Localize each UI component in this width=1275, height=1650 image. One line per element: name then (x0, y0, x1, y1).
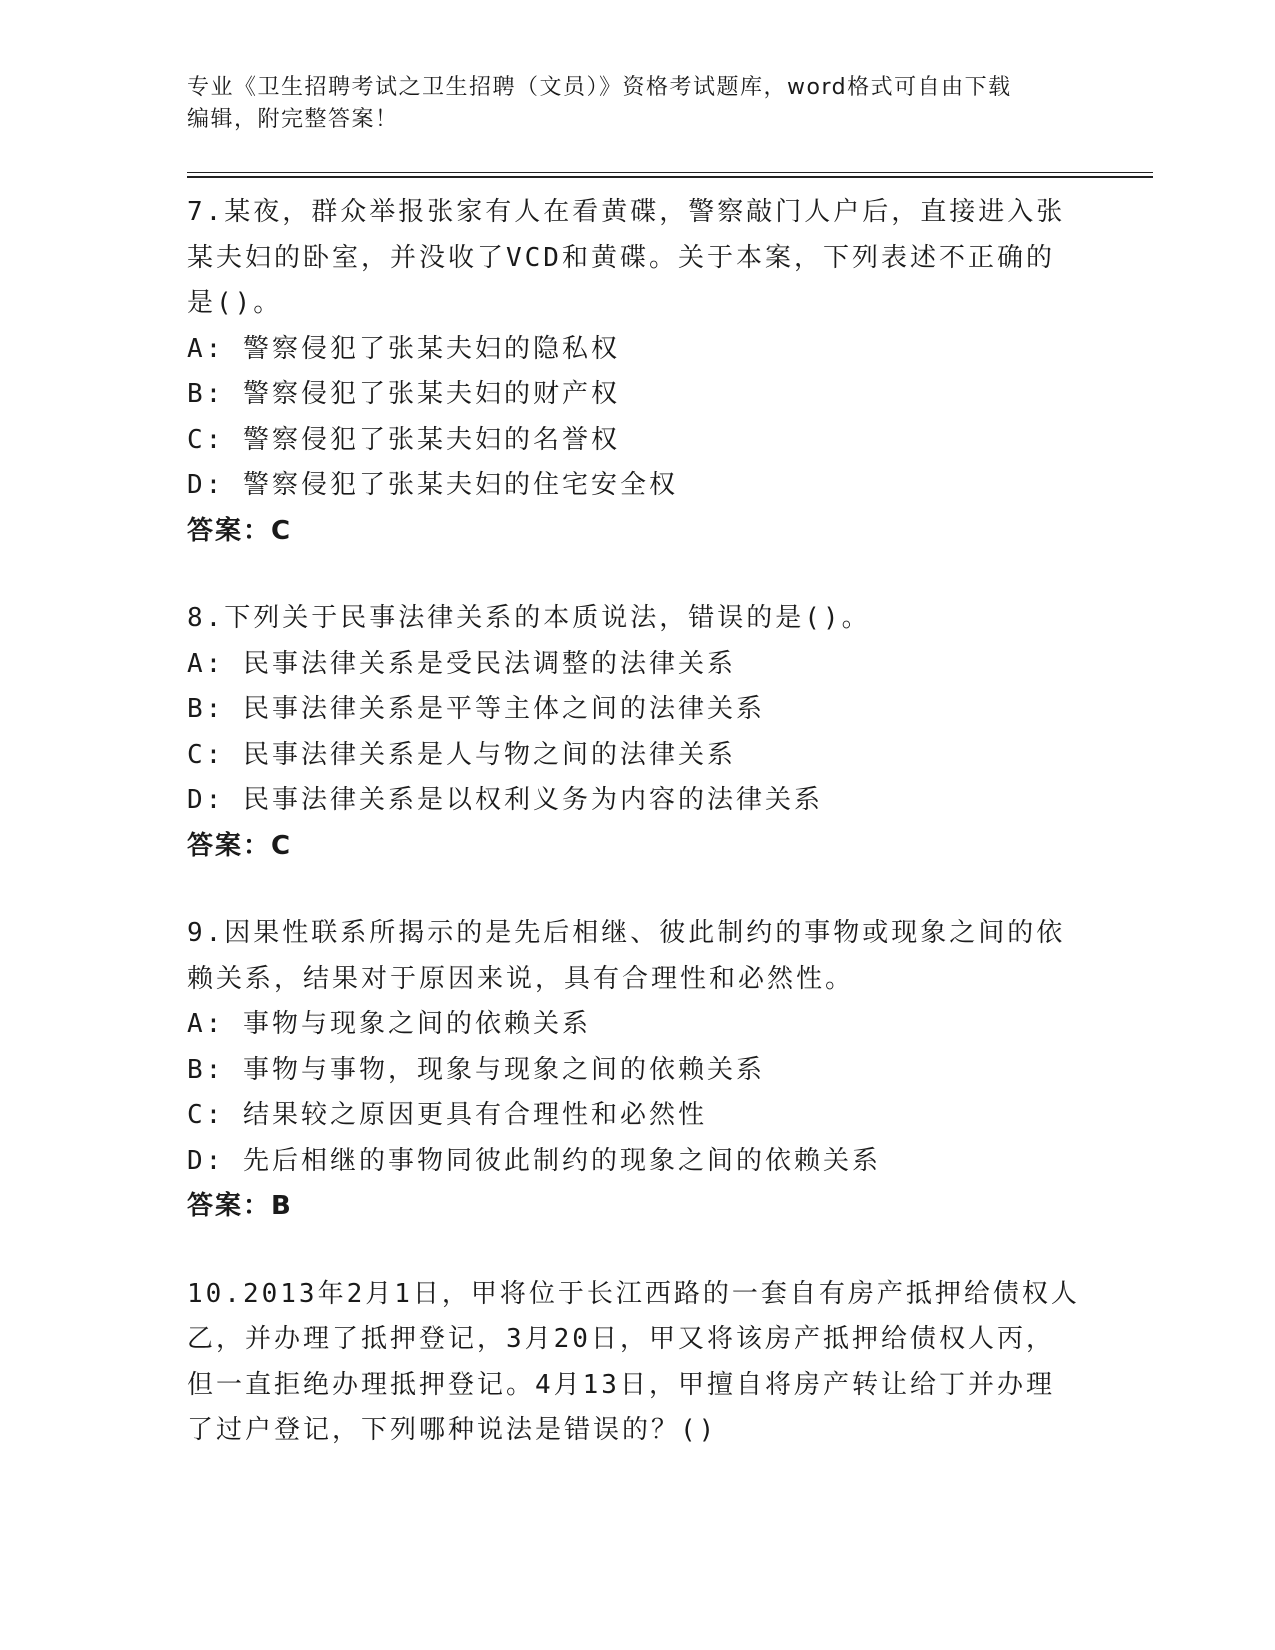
question-spacer (187, 869, 1087, 911)
question-7 (187, 190, 1087, 554)
option-c: C: 结果较之原因更具有合理性和必然性 (187, 1100, 707, 1130)
answer-label: 答案：C (187, 515, 293, 546)
option-a: A: 警察侵犯了张某夫妇的隐私权 (187, 333, 620, 364)
question-stem-line: 是()。 (187, 288, 283, 318)
header-divider-thin (187, 172, 1153, 173)
option-a: A: 民事法律关系是受民法调整的法律关系 (187, 648, 736, 679)
document-header (187, 72, 1087, 136)
question-stem-line: 某夫妇的卧室，并没收了VCD和黄碟。关于本案，下列表述不正确的 (187, 242, 1055, 273)
option-d: D: 民事法律关系是以权利义务为内容的法律关系 (187, 785, 823, 815)
question-spacer (187, 1230, 1087, 1272)
question-stem-line: 但一直拒绝办理抵押登记。4月13日，甲擅自将房产转让给丁并办理 (187, 1369, 1055, 1400)
option-d: D: 先后相继的事物同彼此制约的现象之间的依赖关系 (187, 1145, 881, 1176)
answer-label: 答案：C (187, 830, 293, 861)
question-8 (187, 596, 1087, 869)
question-stem-line: 7.某夜，群众举报张家有人在看黄碟，警察敲门人户后，直接进入张 (187, 197, 1066, 227)
question-9 (187, 911, 1087, 1230)
question-stem-line: 乙，并办理了抵押登记，3月20日，甲又将该房产抵押给债权人丙， (187, 1324, 1055, 1354)
option-b: B: 民事法律关系是平等主体之间的法律关系 (187, 694, 765, 724)
option-c: C: 民事法律关系是人与物之间的法律关系 (187, 739, 736, 770)
header-line-2: 编辑，附完整答案！ (187, 107, 399, 132)
option-a: A: 事物与现象之间的依赖关系 (187, 1009, 591, 1039)
question-list (187, 190, 1087, 1454)
question-stem-line: 了过户登记，下列哪种说法是错误的？() (187, 1415, 718, 1445)
option-b: B: 警察侵犯了张某夫妇的财产权 (187, 379, 620, 409)
option-d: D: 警察侵犯了张某夫妇的住宅安全权 (187, 470, 678, 500)
question-stem-line: 9.因果性联系所揭示的是先后相继、彼此制约的事物或现象之间的依 (187, 918, 1066, 948)
question-stem-line: 8.下列关于民事法律关系的本质说法，错误的是()。 (187, 603, 871, 633)
question-stem-line: 赖关系，结果对于原因来说，具有合理性和必然性。 (187, 963, 855, 994)
option-b: B: 事物与事物，现象与现象之间的依赖关系 (187, 1054, 765, 1085)
question-spacer (187, 554, 1087, 596)
option-c: C: 警察侵犯了张某夫妇的名誉权 (187, 424, 620, 455)
header-line-1: 专业《卫生招聘考试之卫生招聘（文员）》资格考试题库，word格式可自由下载 (187, 75, 1012, 100)
question-stem-line: 10.2013年2月1日，甲将位于长江西路的一套自有房产抵押给债权人 (187, 1278, 1080, 1309)
question-10 (187, 1272, 1087, 1454)
answer-label: 答案：B (187, 1191, 293, 1221)
header-divider-thick (187, 176, 1153, 178)
